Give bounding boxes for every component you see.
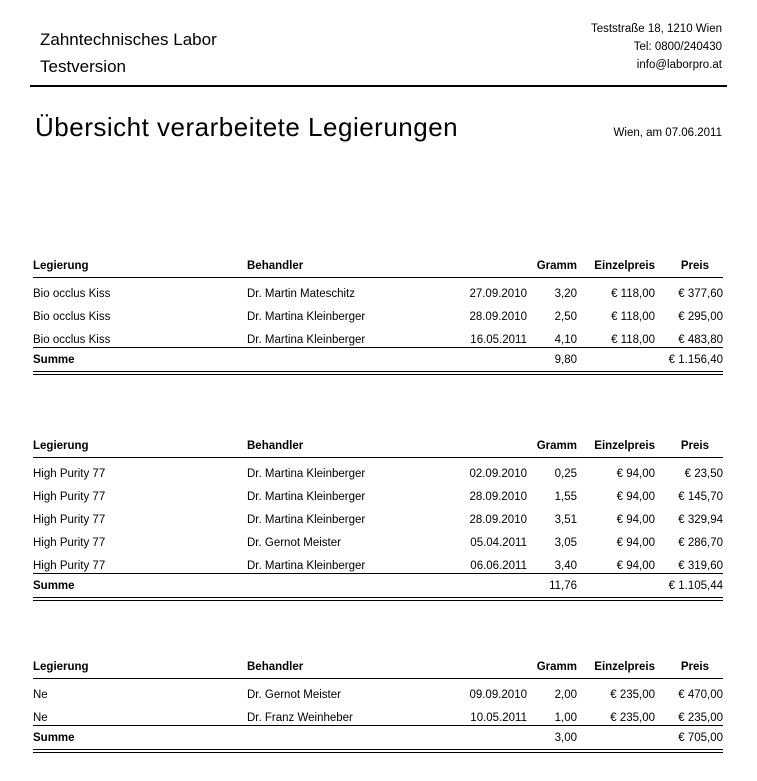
cell-gramm: 1,55 [554, 491, 577, 503]
cell-legierung: High Purity 77 [33, 491, 106, 503]
table-row [33, 550, 723, 574]
cell-preis: € 470,00 [678, 689, 723, 701]
contact-email: info@laborpro.at [636, 59, 722, 71]
col-header-legierung: Legierung [33, 252, 247, 278]
col-header-gramm: Gramm [527, 252, 577, 278]
table-body [33, 458, 723, 574]
summe-preis: € 705,00 [577, 726, 723, 752]
cell-preis: € 329,94 [678, 514, 723, 526]
cell-einzelpreis: € 94,00 [616, 537, 655, 549]
summe-label: Summe [33, 574, 527, 600]
col-header-behandler: Behandler [247, 252, 455, 278]
alloy-table-ne [33, 653, 723, 753]
summe-row [33, 726, 723, 752]
summe-row [33, 574, 723, 600]
cell-behandler: Dr. Gernot Meister [247, 689, 341, 701]
cell-datum: 28.09.2010 [469, 491, 527, 503]
cell-legierung: Bio occlus Kiss [33, 334, 111, 346]
cell-behandler: Dr. Martin Mateschitz [247, 288, 355, 300]
letterhead [40, 14, 722, 80]
summe-row [33, 348, 723, 374]
cell-legierung: Ne [33, 689, 48, 701]
table-row [33, 679, 723, 703]
summe-label: Summe [33, 348, 527, 374]
cell-legierung: Ne [33, 712, 48, 724]
cell-gramm: 1,00 [554, 712, 577, 724]
cell-preis: € 377,60 [678, 288, 723, 300]
col-header-preis: Preis [655, 653, 723, 679]
cell-legierung: High Purity 77 [33, 537, 106, 549]
col-header-legierung: Legierung [33, 432, 247, 458]
cell-gramm: 4,10 [554, 334, 577, 346]
alloy-table-bio-occlus-kiss [33, 252, 723, 375]
company-name-line1: Zahntechnisches Labor [40, 30, 217, 49]
cell-einzelpreis: € 94,00 [616, 491, 655, 503]
company-name-line2: Testversion [40, 57, 126, 76]
summe-gramm: 3,00 [527, 726, 577, 752]
page-title: Übersicht verarbeitete Legierungen [35, 112, 459, 142]
company-contact-block [591, 14, 722, 80]
table-header-row [33, 653, 723, 679]
col-header-behandler: Behandler [247, 653, 455, 679]
table-row [33, 504, 723, 527]
col-header-gramm: Gramm [527, 653, 577, 679]
cell-gramm: 3,51 [554, 514, 577, 526]
cell-gramm: 3,20 [554, 288, 577, 300]
cell-datum: 16.05.2011 [470, 334, 527, 346]
cell-legierung: High Purity 77 [33, 514, 106, 526]
cell-legierung: High Purity 77 [33, 560, 106, 572]
cell-einzelpreis: € 118,00 [611, 288, 655, 300]
cell-legierung: Bio occlus Kiss [33, 288, 111, 300]
cell-einzelpreis: € 94,00 [616, 514, 655, 526]
cell-behandler: Dr. Franz Weinheber [247, 712, 353, 724]
cell-legierung: Bio occlus Kiss [33, 311, 111, 323]
company-name-block [40, 14, 217, 80]
cell-gramm: 2,00 [554, 689, 577, 701]
cell-behandler: Dr. Martina Kleinberger [247, 311, 366, 323]
col-header-einzelpreis: Einzelpreis [577, 653, 655, 679]
cell-preis: € 23,50 [684, 468, 723, 480]
summe-preis: € 1.156,40 [577, 348, 723, 374]
table-header-row [33, 432, 723, 458]
col-header-einzelpreis: Einzelpreis [577, 432, 655, 458]
cell-preis: € 319,60 [678, 560, 723, 572]
letterhead-divider [30, 85, 727, 87]
tables-area [33, 252, 723, 753]
table-row [33, 278, 723, 302]
cell-behandler: Dr. Martina Kleinberger [247, 468, 366, 480]
cell-preis: € 235,00 [678, 712, 723, 724]
cell-behandler: Dr. Martina Kleinberger [247, 334, 366, 346]
cell-einzelpreis: € 118,00 [611, 311, 655, 323]
table-header-row [33, 252, 723, 278]
cell-datum: 02.09.2010 [469, 468, 527, 480]
table-body [33, 278, 723, 348]
cell-einzelpreis: € 235,00 [610, 689, 655, 701]
date-line: Wien, am 07.06.2011 [613, 127, 722, 139]
summe-label: Summe [33, 726, 527, 752]
cell-datum: 05.04.2011 [470, 537, 527, 549]
table-row [33, 458, 723, 482]
col-header-datum [455, 252, 527, 278]
col-header-datum [455, 653, 527, 679]
cell-datum: 28.09.2010 [469, 311, 527, 323]
col-header-datum [455, 432, 527, 458]
table-row [33, 301, 723, 324]
cell-einzelpreis: € 235,00 [610, 712, 655, 724]
cell-legierung: High Purity 77 [33, 468, 106, 480]
col-header-preis: Preis [655, 252, 723, 278]
cell-preis: € 145,70 [678, 491, 723, 503]
summe-preis: € 1.105,44 [577, 574, 723, 600]
cell-einzelpreis: € 94,00 [616, 560, 655, 572]
cell-datum: 10.05.2011 [470, 712, 527, 724]
cell-datum: 27.09.2010 [469, 288, 527, 300]
cell-behandler: Dr. Martina Kleinberger [247, 560, 366, 572]
contact-phone: Tel: 0800/240430 [633, 41, 722, 53]
cell-einzelpreis: € 94,00 [616, 468, 655, 480]
cell-preis: € 483,80 [678, 334, 723, 346]
cell-einzelpreis: € 118,00 [611, 334, 655, 346]
cell-datum: 09.09.2010 [469, 689, 527, 701]
table-row [33, 481, 723, 504]
cell-gramm: 3,05 [554, 537, 577, 549]
cell-behandler: Dr. Martina Kleinberger [247, 491, 366, 503]
contact-address: Teststraße 18, 1210 Wien [590, 23, 722, 35]
cell-preis: € 295,00 [678, 311, 723, 323]
table-body [33, 679, 723, 726]
col-header-einzelpreis: Einzelpreis [577, 252, 655, 278]
cell-behandler: Dr. Gernot Meister [247, 537, 341, 549]
cell-gramm: 3,40 [554, 560, 577, 572]
cell-behandler: Dr. Martina Kleinberger [247, 514, 366, 526]
title-row [35, 112, 722, 143]
cell-preis: € 286,70 [678, 537, 723, 549]
col-header-behandler: Behandler [247, 432, 455, 458]
table-row [33, 702, 723, 726]
col-header-preis: Preis [655, 432, 723, 458]
summe-gramm: 9,80 [527, 348, 577, 374]
cell-gramm: 0,25 [554, 468, 577, 480]
alloy-table-high-purity-77 [33, 432, 723, 601]
table-row [33, 324, 723, 348]
table-row [33, 527, 723, 550]
cell-gramm: 2,50 [554, 311, 577, 323]
cell-datum: 06.06.2011 [470, 560, 527, 572]
summe-gramm: 11,76 [527, 574, 577, 600]
cell-datum: 28.09.2010 [469, 514, 527, 526]
col-header-legierung: Legierung [33, 653, 247, 679]
col-header-gramm: Gramm [527, 432, 577, 458]
